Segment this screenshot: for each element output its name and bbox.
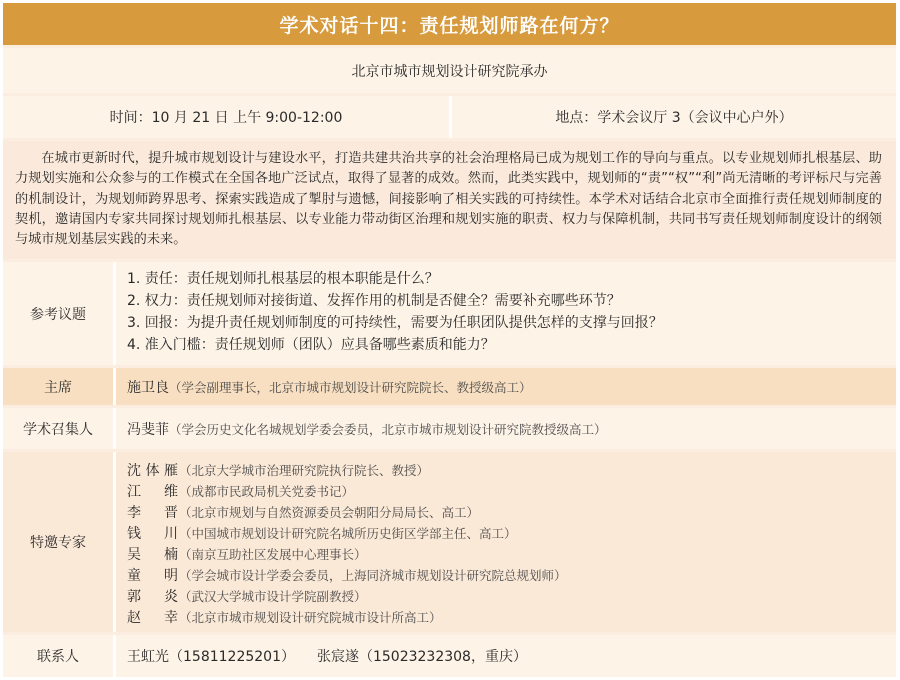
expert-name: 钱川	[127, 526, 179, 542]
expert-item	[127, 586, 567, 607]
expert-item	[127, 481, 567, 502]
contact-label: 联系人	[37, 649, 79, 665]
expert-item	[127, 502, 567, 523]
topic-item: 1. 责任：责任规划师扎根基层的根本职能是什么？	[127, 271, 439, 287]
convener-content	[127, 408, 607, 449]
expert-item	[127, 523, 567, 544]
contact-person-2: 张宸遂（15023232308，重庆）	[316, 649, 527, 665]
expert-name: 吴楠	[127, 547, 179, 563]
expert-note: （中国城市规划设计研究院名城所历史街区学部主任、高工）	[179, 526, 517, 541]
expert-note: （南京互助社区发展中心理事长）	[179, 547, 367, 562]
event-time: 时间：10 月 21 日 上午 9:00-12:00	[3, 96, 449, 138]
event-sheet	[3, 3, 896, 677]
expert-name: 郭炎	[127, 589, 179, 605]
chair-name: 施卫良	[127, 379, 169, 396]
expert-name: 沈体雁	[127, 463, 179, 479]
chair-content	[127, 368, 532, 405]
topic-item: 2. 权力：责任规划师对接街道、发挥作用的机制是否健全？需要补充哪些环节？	[127, 293, 621, 309]
contact-content	[127, 635, 527, 677]
expert-item	[127, 607, 567, 628]
chair-label: 主席	[44, 379, 72, 396]
event-title: 学术对话十四：责任规划师路在何方？	[3, 3, 896, 45]
intro-paragraph: 在城市更新时代，提升城市规划设计与建设水平，打造共建共治共享的社会治理格局已成为规划工作的导向与重点。以专业规划师扎根基层、助力规划实施和公众参与的工作模式在全国各地广泛试点，取得了显著的成效。然而，此类实践中，规划师的“责”“权”“利”尚无清晰的考评标尺与完善的机制设计，为规划师跨界思考、探索实践造成了掣肘与遗憾，间接影响了相关实践的可持续性。本学术对话结合北京市全面推行责任规划师制度的契机，邀请国内专家共同探讨规划师扎根基层、以专业能力带动街区治理和规划实施的职责、权力与保障机制，共同书写责任规划师制度设计的纲领与城市规划基层实践的未来。	[3, 141, 896, 259]
divider	[113, 368, 116, 405]
topics-label: 参考议题	[30, 306, 86, 323]
expert-name: 童明	[127, 568, 179, 584]
expert-item	[127, 460, 567, 481]
convener-name: 冯斐菲	[127, 421, 169, 438]
expert-note: （武汉大学城市设计学院副教授）	[179, 589, 367, 604]
expert-note: （北京市规划与自然资源委员会朝阳分局局长、高工）	[179, 505, 480, 520]
convener-label: 学术召集人	[23, 421, 93, 438]
topics-list	[127, 262, 663, 365]
expert-name: 李晋	[127, 505, 179, 521]
expert-item	[127, 565, 567, 586]
experts-label: 特邀专家	[30, 535, 86, 551]
expert-note: （成都市民政局机关党委书记）	[179, 484, 355, 499]
experts-row	[3, 452, 896, 632]
expert-item	[127, 544, 567, 565]
expert-name: 江维	[127, 484, 179, 500]
convener-row	[3, 408, 896, 449]
time-place-row	[3, 96, 896, 138]
expert-note: （北京大学城市治理研究院执行院长、教授）	[179, 463, 430, 478]
divider	[113, 452, 116, 632]
chair-note: （学会副理事长，北京市城市规划设计研究院院长、教授级高工）	[169, 379, 532, 395]
topic-item: 4. 准入门槛：责任规划师（团队）应具备哪些素质和能力？	[127, 337, 495, 353]
chair-row	[3, 368, 896, 405]
expert-note: （学会城市设计学委会委员，上海同济城市规划设计研究院总规划师）	[179, 568, 567, 583]
convener-note: （学会历史文化名城规划学委会委员，北京市城市规划设计研究院教授级高工）	[169, 421, 607, 437]
expert-name: 赵幸	[127, 610, 179, 626]
divider	[113, 408, 116, 449]
contact-row	[3, 635, 896, 677]
divider	[113, 635, 116, 677]
event-place: 地点：学术会议厅 3（会议中心户外）	[452, 96, 896, 138]
topic-item: 3. 回报：为提升责任规划师制度的可持续性，需要为任职团队提供怎样的支撑与回报？	[127, 315, 663, 331]
experts-list	[127, 452, 567, 632]
expert-note: （北京市城市规划设计研究院城市设计所高工）	[179, 610, 442, 625]
divider	[113, 262, 116, 365]
organizer: 北京市城市规划设计研究院承办	[3, 48, 896, 93]
topics-row	[3, 262, 896, 365]
contact-person-1: 王虹光（15811225201）	[127, 649, 295, 665]
